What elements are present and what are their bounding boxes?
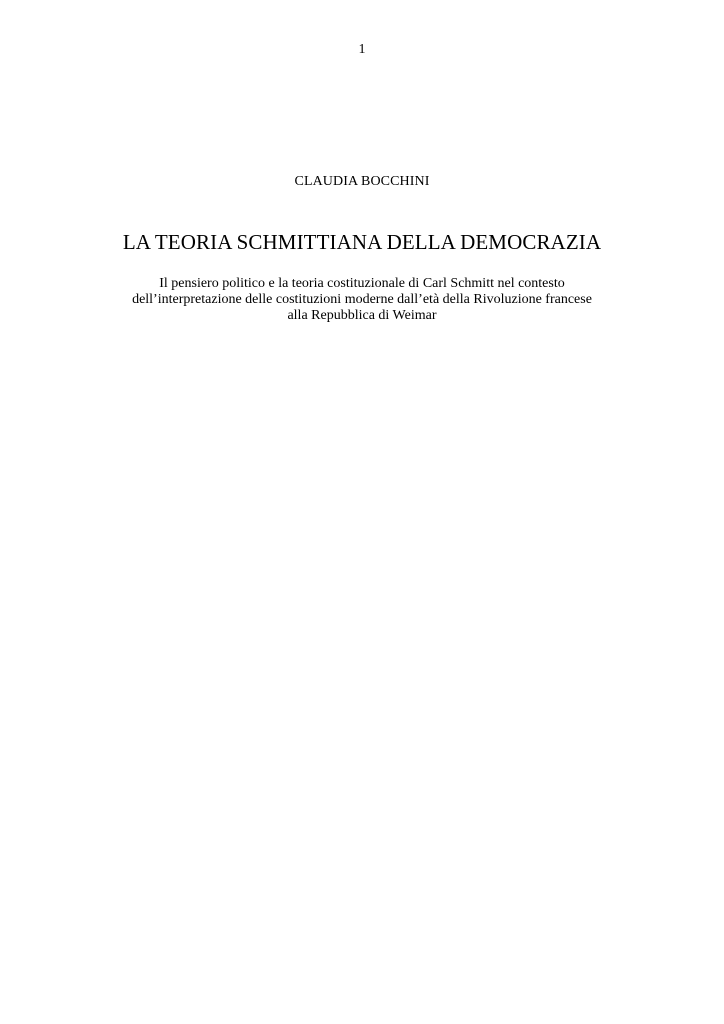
- subtitle-line: Il pensiero politico e la teoria costituzionale di Carl Schmitt nel contesto: [159, 276, 565, 291]
- subtitle-line: alla Repubblica di Weimar: [287, 308, 437, 323]
- subtitle-line: dell’interpretazione delle costituzioni moderne dall’età della Rivoluzione francese: [132, 292, 592, 307]
- author-name: CLAUDIA BOCCHINI: [294, 174, 430, 189]
- page-number: 1: [358, 42, 366, 57]
- document-subtitle: [0, 276, 724, 324]
- document-title: LA TEORIA SCHMITTIANA DELLA DEMOCRAZIA: [122, 230, 602, 254]
